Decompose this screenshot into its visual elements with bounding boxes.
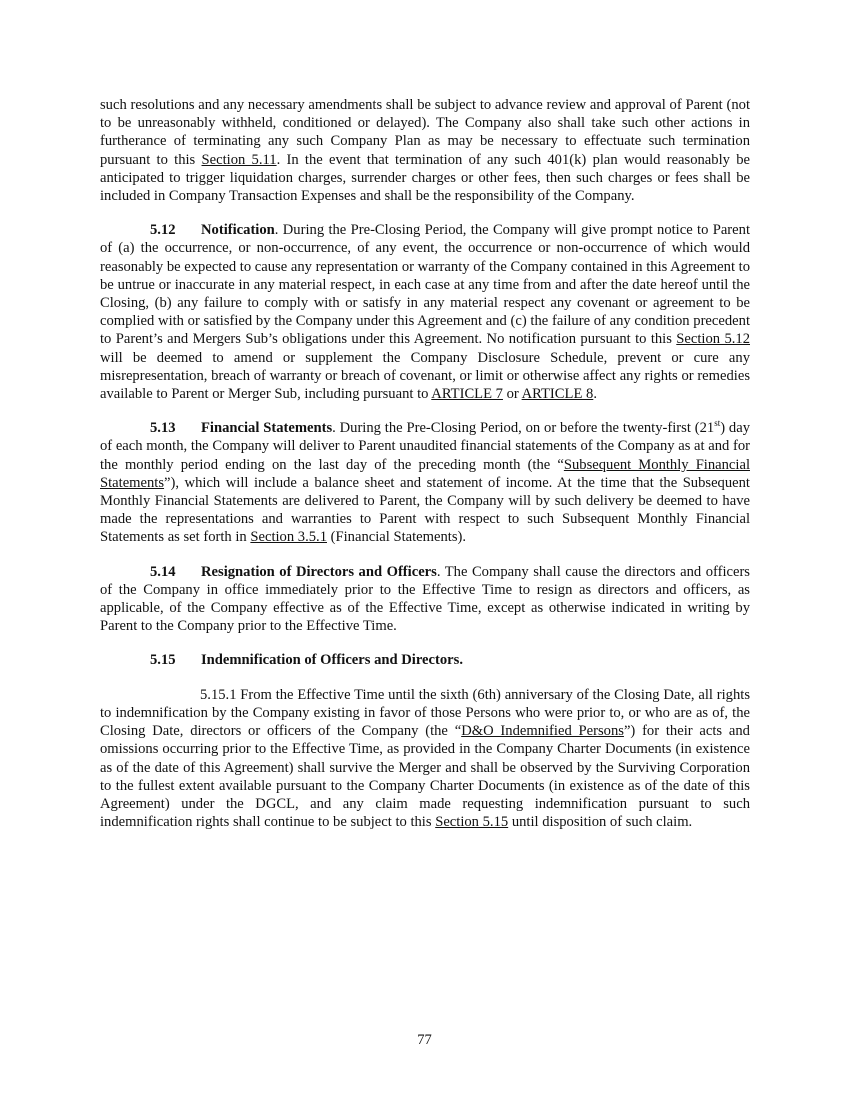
- ordinal-suffix: st: [714, 418, 721, 429]
- defined-term: Subsequent Monthly Financial Statements: [100, 456, 750, 491]
- section-number: 5.14: [150, 563, 176, 580]
- section-heading: Financial Statements: [201, 420, 333, 437]
- section-5-15-1: 5.15.1 From the Effective Time until the sixth (6th) anniversary of the Closing Date, all rights to indemnification by the Company existing in favor of those Persons who were prior to, or who are as of, the Closing Date, directors or officers of the Company (the “D&O Indemnified Persons”) for their acts and omissions occurring prior to the Effective Time, as provided in the Company Charter Documents (in existence as of the date of this Agreement) shall survive the Merger and shall be observed by the Surviving Corporation to the fullest extent available pursuant to the Company Charter Documents (in existence as of the date of this Agreement) under the DGCL, and any claim made requesting indemnification pursuant to such indemnification rights shall continue to be subject to this Section 5.15 until disposition of such claim.: [100, 686, 750, 831]
- section-number: 5.13: [150, 420, 176, 437]
- page-number: 77: [417, 1032, 432, 1048]
- section-heading: Resignation of Directors and Officers: [201, 563, 437, 580]
- section-number: 5.15: [150, 652, 176, 669]
- section-5-14: 5.14 Resignation of Directors and Officers. The Company shall cause the directors and officers of the Company in office immediately prior to the Effective Time to resign as directors and officers, as applicable, of the Company effective as of the Effective Time, except as otherwise indicated in writing by Parent to the Company prior to the Effective Time.: [100, 563, 750, 635]
- section-5-13: 5.13 Financial Statements. During the Pre-Closing Period, on or before the twenty-first (21st) day of each month, the Company will deliver to Parent unaudited financial statements of the Company as at and for the monthly period ending on the last day of the preceding month (the “Subsequent Monthly Financial Statements”), which will include a balance sheet and statement of income. At the time that the Subsequent Monthly Financial Statements are delivered to Parent, the Company will by such delivery be deemed to have made the representations and warranties to Parent with respect to such Subsequent Monthly Financial Statements as set forth in Section 3.5.1 (Financial Statements).: [100, 418, 750, 546]
- defined-term: D&O Indemnified Persons: [461, 723, 624, 740]
- section-5-15: 5.15 Indemnification of Officers and Directors.: [150, 652, 463, 669]
- article-reference: ARTICLE 7: [431, 386, 503, 403]
- section-reference: Section 5.12: [676, 331, 750, 348]
- article-reference: ARTICLE 8: [521, 386, 594, 403]
- section-number: 5.12: [150, 222, 176, 239]
- section-reference: Section 5.11: [201, 151, 277, 168]
- document-page: [100, 96, 750, 847]
- section-heading: Indemnification of Officers and Directors: [201, 652, 460, 669]
- section-reference: Section 3.5.1: [250, 529, 327, 546]
- section-5-12: 5.12 Notification. During the Pre-Closing Period, the Company will give prompt notice to Parent of (a) the occurrence, or non-occurrence, of any event, the occurrence or non-occurrence of which would reasonably be expected to cause any representation or warranty of the Company contained in this Agreement to be untrue or inaccurate in any material respect, in each case at any time from and after the date hereof until the Closing, (b) any failure to comply with or satisfy in any material respect any covenant or agreement to be complied with or satisfied by the Company under this Agreement and (c) the failure of any condition precedent to Parent’s and Mergers Sub’s obligations under this Agreement. No notification pursuant to this Section 5.12 will be deemed to amend or supplement the Company Disclosure Schedule, prevent or cure any misrepresentation, breach of warranty or breach of covenant, or limit or otherwise affect any rights or remedies available to Parent or Merger Sub, including pursuant to ARTICLE 7 or ARTICLE 8.: [100, 222, 751, 403]
- section-heading: Notification: [201, 222, 275, 239]
- section-reference: Section 5.15: [435, 814, 509, 831]
- paragraph-continuation: such resolutions and any necessary amendments shall be subject to advance review and approval of Parent (not to be unreasonably withheld, conditioned or delayed). The Company also shall take such other actions in furtherance of terminating any such Company Plan as may be necessary to effectuate such termination pursuant to this Section 5.11. In the event that termination of any such 401(k) plan would reasonably be anticipated to trigger liquidation charges, surrender charges or other fees, then such charges or fees shall be included in Company Transaction Expenses and shall be the responsibility of the Company.: [100, 97, 750, 205]
